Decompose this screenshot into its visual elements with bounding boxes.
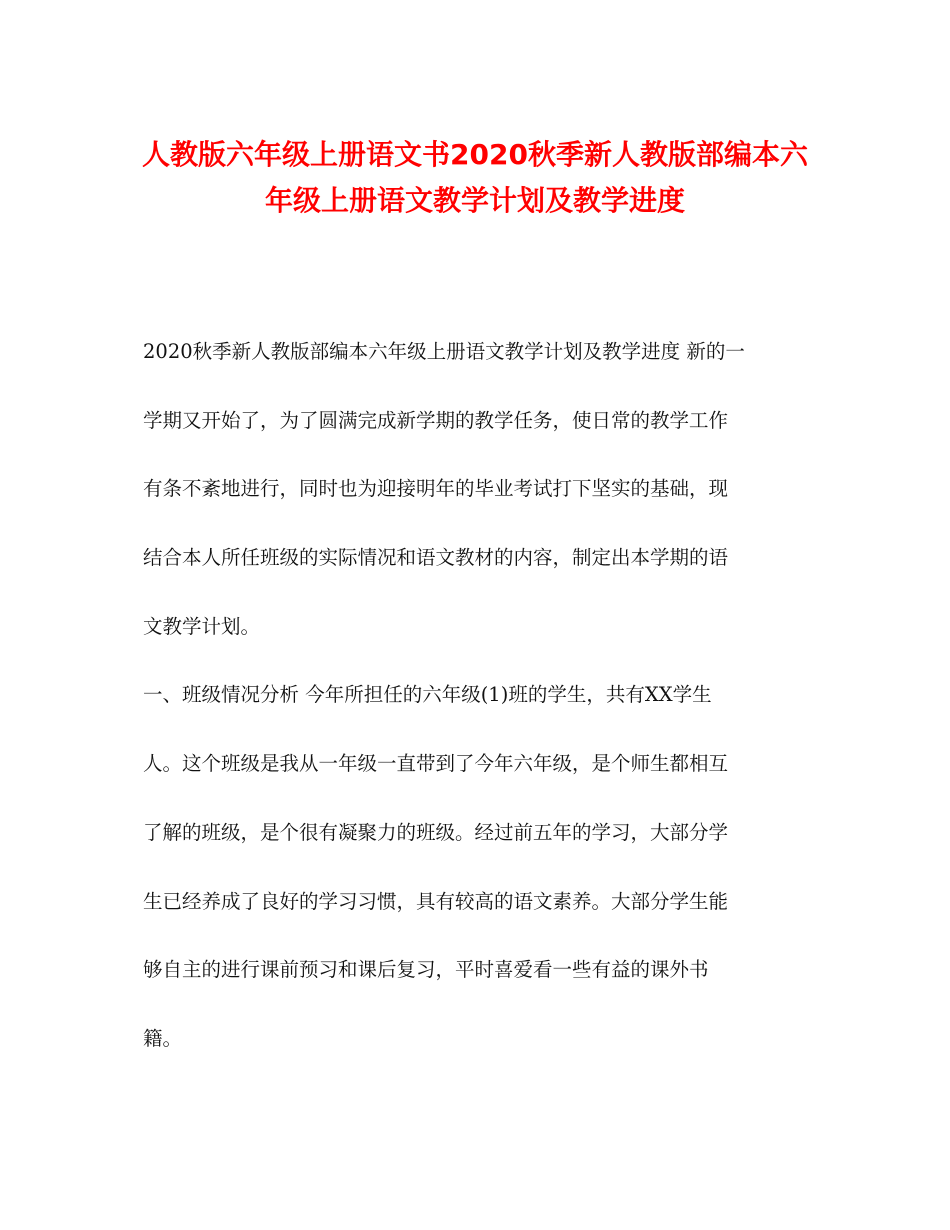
body-line: 一、班级情况分析 今年所担任的六年级(1)班的学生，共有XX学生 [143, 683, 712, 707]
body-line: 了解的班级，是个很有凝聚力的班级。经过前五年的学习，大部分学 [143, 820, 729, 844]
body-line: 2020秋季新人教版部编本六年级上册语文教学计划及教学进度 新的一 [143, 340, 745, 363]
body-line: 文教学计划。 [143, 614, 261, 638]
document-body [143, 338, 813, 1094]
body-line: 有条不紊地进行，同时也为迎接明年的毕业考试打下坚实的基础，现 [143, 477, 729, 501]
body-line: 够自主的进行课前预习和课后复习，平时喜爱看一些有益的课外书 [143, 958, 709, 982]
title-line: 年级上册语文教学计划及教学进度 [264, 184, 685, 217]
body-line: 人。这个班级是我从一年级一直带到了今年六年级，是个师生都相互 [143, 752, 729, 776]
body-line: 学期又开始了，为了圆满完成新学期的教学任务，使日常的教学工作 [143, 408, 729, 432]
document-title [120, 132, 830, 224]
title-line: 人教版六年级上册语文书2020秋季新人教版部编本六 [142, 138, 808, 171]
body-line: 籍。 [143, 1026, 183, 1050]
body-line: 结合本人所任班级的实际情况和语文教材的内容，制定出本学期的语 [143, 546, 729, 570]
body-line: 生已经养成了良好的学习习惯，具有较高的语文素养。大部分学生能 [143, 889, 729, 913]
